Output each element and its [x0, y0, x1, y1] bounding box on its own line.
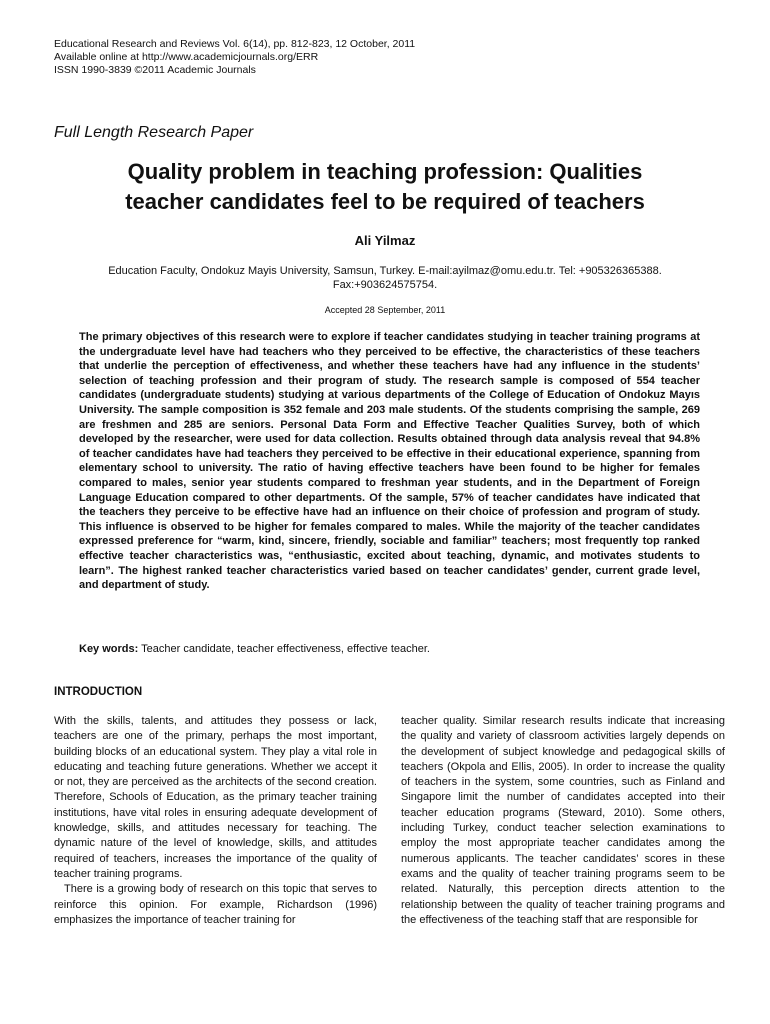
journal-header	[54, 38, 415, 77]
paper-title-line-2: teacher candidates feel to be required of teachers	[125, 189, 645, 214]
author-name: Ali Yilmaz	[354, 233, 416, 248]
paper-title-line-1: Quality problem in teaching profession: Qualities	[127, 159, 643, 184]
intro-paragraph-3: teacher quality. Similar research results indicate that increasing the quality and variety of classroom activities largely depends on the development of subject knowledge and pedagogical skills of teachers (Okpola and Ellis, 2005). In order to increase the quality of teachers in the system, some countries, such as Finland and Singapore limit the number of candidates accepted into their teacher education programs (Steward, 2010). Some others, including Turkey, conduct teacher selection examinations to employ the most appropriate teacher candidates among the numerous applicants. The teacher candidates’ scores in these exams and the quality of teacher training programs seem to be related. Naturally, this perception directs attention to the relationship between the quality of teacher training programs and the effectiveness of the teaching staff that are responsible for	[401, 715, 725, 926]
intro-paragraph-2: There is a growing body of research on this topic that serves to reinforce this opinion. For example, Richardson (1996) emphasizes the importance of teacher training for	[54, 883, 377, 926]
paper-type: Full Length Research Paper	[54, 124, 254, 141]
author-affiliation	[60, 264, 710, 292]
affiliation-line-1: Education Faculty, Ondokuz Mayis University, Samsun, Turkey. E-mail:ayilmaz@omu.edu.tr. Tel: +905326365388.	[108, 265, 662, 277]
journal-issn: ISSN 1990-3839 ©2011 Academic Journals	[54, 64, 256, 76]
journal-citation: Educational Research and Reviews Vol. 6(14), pp. 812-823, 12 October, 2011	[54, 38, 416, 50]
paper-title	[40, 157, 730, 217]
intro-paragraph-1: With the skills, talents, and attitudes they possess or lack, teachers are one of the primary, perhaps the most important, building blocks of an educational system. They play a vital role in educating and teaching future generations. Whether we accept it or not, they are perceived as the architects of the second creation. Therefore, Schools of Education, as the primary teacher training institutions, have vital roles in ensuring adequate development of knowledge, skills, and attitudes necessary for teaching. The dynamic nature of the level of knowledge, skills, and attitudes required of teachers, increases the importance of the quality of teacher training programs.	[54, 715, 377, 880]
keywords-text: Teacher candidate, teacher effectiveness, effective teacher.	[141, 643, 430, 655]
affiliation-line-2: Fax:+903624575754.	[332, 279, 438, 291]
introduction-heading: INTRODUCTION	[54, 686, 143, 698]
keywords-label: Key words:	[79, 643, 139, 655]
body-column-left	[54, 714, 377, 928]
body-column-right	[401, 714, 725, 928]
journal-url: Available online at http://www.academicjournals.org/ERR	[54, 51, 319, 63]
abstract: The primary objectives of this research were to explore if teacher candidates studying in teacher training programs at the undergraduate level have had teachers who they perceived to be effective, the characteristics of these teachers that underlie the perception of effectiveness, and whether these teachers have had any influence in the students’ selection of teaching profession and their program of study. The research sample is composed of 554 teacher candidates (undergraduate students) studying at various departments of the College of Education of Ondokuz Mayıs University. The sample composition is 352 female and 203 male students. Of the students comprising the sample, 269 are freshmen and 285 are seniors. Personal Data Form and Effective Teacher Qualities Survey, both of which developed by the researcher, were used for data collection. Results obtained through data analysis reveal that 94.8% of teacher candidates have had teachers they perceived to be effective in their educational experience, spanning from elementary school to university. The ratio of having effective teachers have been found to be higher for females compared to males, senior year students compared to freshman year students, and in the Department of Foreign Language Education compared to other departments. Of the sample, 57% of teacher candidates have indicated that the teachers they perceive to be effective have had an influence on their choice of profession and program of study. This influence is observed to be higher for females compared to males. While the majority of the teacher candidates expressed preference for “warm, kind, sincere, friendly, sociable and familiar” teachers; most frequently top ranked effective teacher characteristics was, “enthusiastic, excited about teaching, dynamic, and motivates students to learn”. The highest ranked teacher characteristics varied based on teacher candidates’ gender, current grade level, and department of study.	[79, 331, 700, 592]
keywords	[79, 642, 700, 656]
accepted-date: Accepted 28 September, 2011	[324, 305, 446, 315]
